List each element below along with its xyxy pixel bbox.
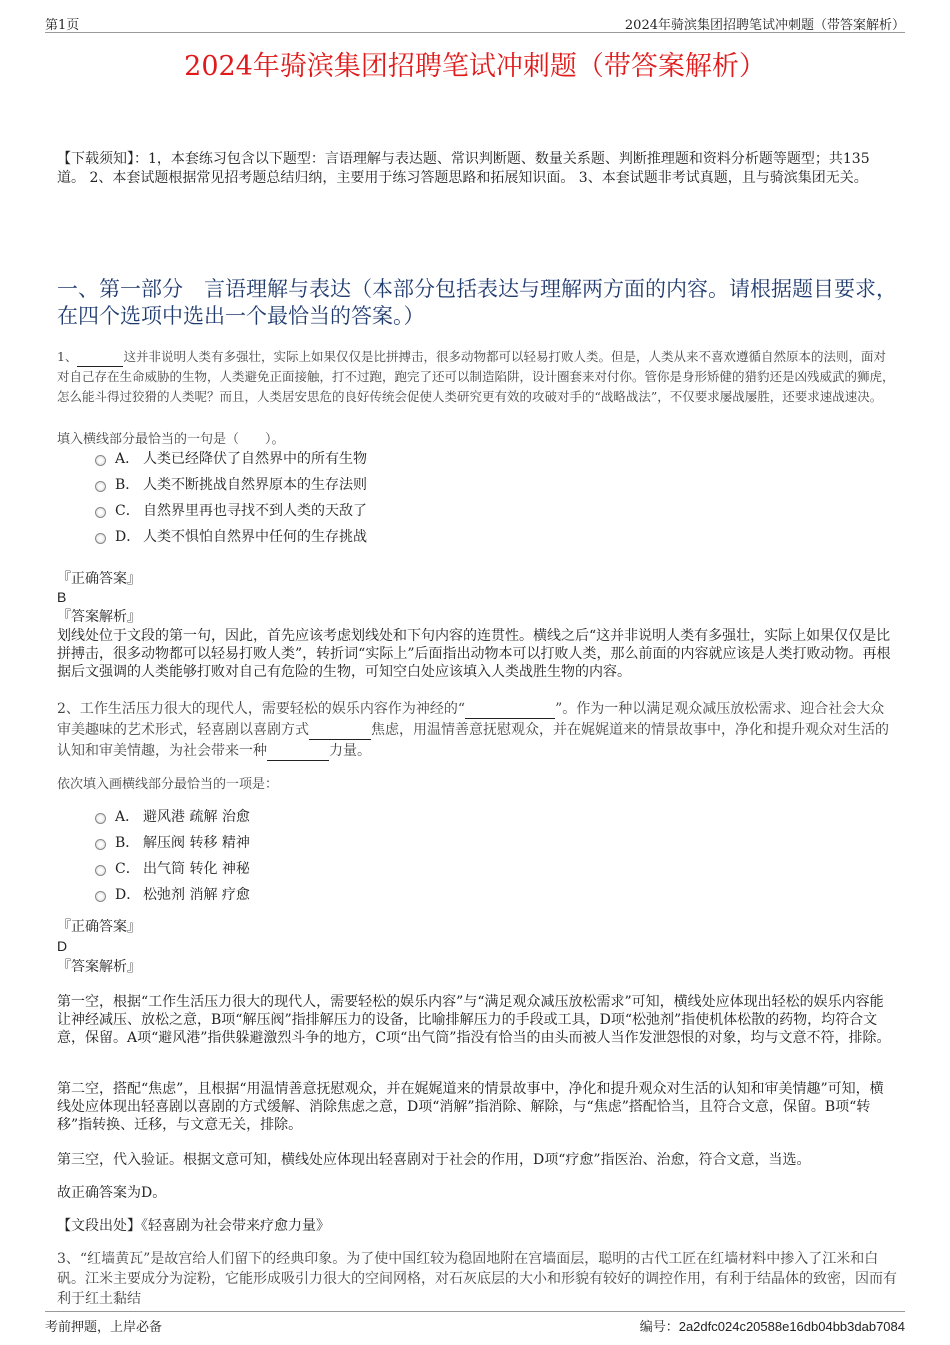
option-text: 松弛剂 消解 疗愈 [143, 887, 250, 903]
question-2-text: ”。作为一种以满足观众减压放松需求、迎合社会大众审美趣味的艺术形式，轻喜剧以喜剧方式 [57, 701, 885, 738]
footer-code-label: 编号： [639, 1320, 679, 1335]
question-1-prompt: 填入横线部分最恰当的一句是（ ）。 [57, 432, 285, 447]
footer-slogan: 考前押题，上岸必备 [45, 1320, 163, 1335]
option-c[interactable] [95, 856, 495, 882]
question-2-text: 焦虑，用温情善意抚慰观众，并在娓娓道来的情景故事中，净化和提升观众对生活的认知和审美情趣，为社会带来一种 [57, 722, 889, 759]
option-text: 人类不断挑战自然界原本的生存法则 [143, 477, 367, 493]
option-letter: B． [115, 477, 140, 493]
question-2-number: 2、 [57, 701, 80, 717]
analysis-label: 『答案解析』 [57, 959, 141, 975]
question-2-answer: D [57, 938, 68, 954]
fill-blank [309, 719, 371, 740]
question-2-analysis-2: 第二空，搭配“焦虑”，且根据“用温情善意抚慰观众，并在娓娓道来的情景故事中，净化和提升观众对生活的认知和审美情趣”可知，横线处应体现出轻喜剧以喜剧的方式缓解、消除焦虑之意，D项“消解”指消除、解除，与“焦虑”搭配恰当，且符合文意，保留。B项“转移”指转换、迁移，与文意无关，排除。 [57, 1081, 884, 1133]
radio-icon[interactable] [95, 839, 106, 850]
download-notice: 【下载须知】：1，本套练习包含以下题型：言语理解与表达题、常识判断题、数量关系题、判断推理题和资料分析题等题型；共135道。 2、本套试题根据常见招考题总结归纳，主要用于练习答题思路和拓展知识面。 3、本套试题非考试真题，且与骑滨集团无关。 [57, 151, 870, 186]
fill-blank [267, 740, 329, 761]
question-2-analysis-1: 第一空，根据“工作生活压力很大的现代人，需要轻松的娱乐内容”与“满足观众减压放松需求”可知，横线处应体现出轻松的娱乐内容能让神经减压、放松之意，B项“解压阀”指排解压力的设备，比喻排解压力的手段或工具，D项“松弛剂”指使机体松散的药物，均符合文意，保留。A项“避风港”指供躲避激烈斗争的地方，C项“出气筒”指没有恰当的由头而被人当作发泄怨恨的对象，均与文意不符，排除。 [57, 994, 891, 1046]
option-text: 出气筒 转化 神秘 [143, 861, 250, 877]
question-2-text: 力量。 [329, 743, 371, 759]
fill-blank [465, 698, 555, 719]
option-d[interactable] [95, 882, 495, 908]
page-footer [45, 1311, 905, 1336]
question-3-number: 3、 [57, 1251, 80, 1267]
option-a[interactable] [95, 446, 495, 472]
question-1-options [95, 446, 495, 550]
option-letter: A． [115, 451, 140, 467]
question-2-analysis-3: 第三空，代入验证。根据文意可知，横线处应体现出轻喜剧对于社会的作用，D项“疗愈”指医治、治愈，符合文意，当选。 [57, 1152, 811, 1168]
option-letter: C． [115, 503, 140, 519]
question-3-text: “红墙黄瓦”是故宫给人们留下的经典印象。为了使中国红较为稳固地附在宫墙面层，聪明的古代工匠在红墙材料中掺入了江米和白矾。江米主要成分为淀粉，它能形成吸引力很大的空间网格，对石灰底层的大小和形貌有较好的调控作用，有利于结晶体的致密，因而有利于红土黏结 [57, 1251, 897, 1307]
answer-label: 『正确答案』 [57, 919, 141, 935]
question-2-analysis-4: 故正确答案为D。 [57, 1185, 167, 1201]
option-d[interactable] [95, 524, 495, 550]
question-2 [57, 698, 897, 761]
document-title: 2024年骑滨集团招聘笔试冲刺题（带答案解析） [184, 51, 766, 82]
question-1-number: 1、 [57, 349, 78, 364]
option-letter: D． [115, 529, 141, 545]
option-letter: B． [115, 835, 140, 851]
radio-icon[interactable] [95, 891, 106, 902]
option-text: 避风港 疏解 治愈 [143, 809, 250, 825]
question-3 [57, 1249, 897, 1309]
option-c[interactable] [95, 498, 495, 524]
page-number: 第1页 [45, 18, 80, 33]
option-text: 解压阀 转移 精神 [143, 835, 250, 851]
option-text: 人类已经降伏了自然界中的所有生物 [143, 451, 367, 467]
option-b[interactable] [95, 830, 495, 856]
option-letter: C． [115, 861, 140, 877]
question-1-text: 这并非说明人类有多强壮，实际上如果仅仅是比拼搏击，很多动物都可以轻易打败人类。但是，人类从来不喜欢遵循自然原本的法则，面对对自己存在生命威胁的生物，人类避免正面接触，打不过跑，跑完了还可以制造陷阱，设计圈套来对付你。管你是身形矫健的猎豹还是凶残威武的狮虎，怎么能斗得过狡猾的人类呢？而且，人类居安思危的良好传统会促使人类研究更有效的攻破对手的“战略战法”，不仅要求屡战屡胜，还要求速战速决。 [57, 349, 895, 404]
question-2-text: 工作生活压力很大的现代人，需要轻松的娱乐内容作为神经的“ [79, 701, 466, 717]
option-b[interactable] [95, 472, 495, 498]
radio-icon[interactable] [95, 481, 106, 492]
footer-code-value: 2a2dfc024c20588e16db04bb3dab7084 [678, 1319, 905, 1334]
page-header [45, 10, 905, 33]
option-a[interactable] [95, 804, 495, 830]
question-2-options [95, 804, 495, 908]
option-letter: A． [115, 809, 140, 825]
header-doc-title: 2024年骑滨集团招聘笔试冲刺题（带答案解析） [624, 18, 905, 33]
answer-label: 『正确答案』 [57, 571, 141, 587]
question-1-analysis: 划线处位于文段的第一句，因此，首先应该考虑划线处和下句内容的连贯性。横线之后“这并非说明人类有多强壮，实际上如果仅仅是比拼搏击，很多动物都可以轻易打败人类”，转折词“实际上”后面指出动物本可以打败人类，那么前面的内容就应该是人类打败动物。再根据后文强调的人类能够打败对自己有危险的生物，可知空白处应该填入人类战胜生物的内容。 [57, 628, 891, 680]
option-text: 人类不惧怕自然界中任何的生存挑战 [143, 529, 367, 545]
fill-blank [77, 346, 123, 367]
option-text: 自然界里再也寻找不到人类的天敌了 [143, 503, 367, 519]
radio-icon[interactable] [95, 533, 106, 544]
question-1 [57, 346, 897, 407]
option-letter: D． [115, 887, 141, 903]
section-heading: 一、第一部分 言语理解与表达（本部分包括表达与理解两方面的内容。请根据题目要求，在四个选项中选出一个最恰当的答案。） [57, 277, 897, 328]
footer-code [640, 1316, 905, 1335]
question-1-answer: B [57, 589, 67, 605]
radio-icon[interactable] [95, 455, 106, 466]
analysis-label: 『答案解析』 [57, 609, 141, 625]
radio-icon[interactable] [95, 865, 106, 876]
radio-icon[interactable] [95, 507, 106, 518]
question-2-prompt: 依次填入画横线部分最恰当的一项是： [57, 777, 279, 792]
radio-icon[interactable] [95, 813, 106, 824]
question-2-source: 【文段出处】《轻喜剧为社会带来疗愈力量》 [57, 1218, 330, 1234]
